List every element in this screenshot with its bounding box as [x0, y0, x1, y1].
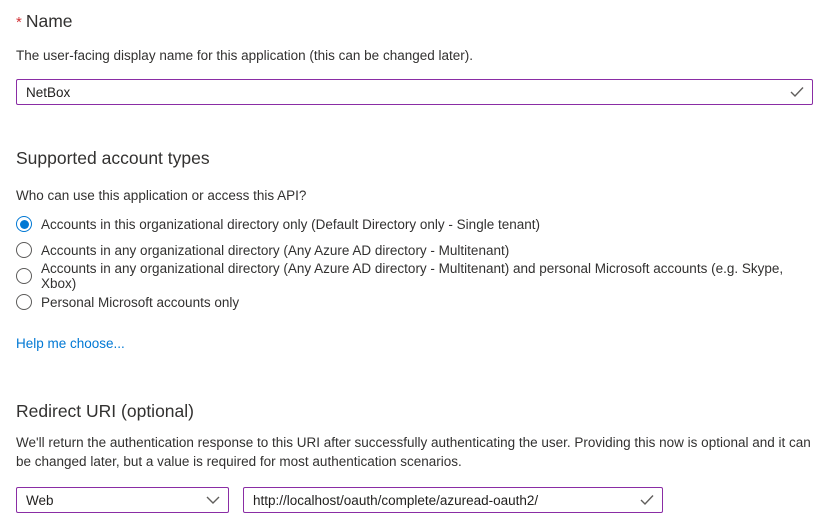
redirect-uri-input[interactable] [243, 487, 663, 513]
app-registration-form [0, 10, 829, 513]
redirect-uri-heading: Redirect URI (optional) [16, 401, 194, 421]
radio-option-single-tenant[interactable] [16, 211, 813, 237]
radio-button-icon[interactable] [16, 294, 32, 310]
supported-account-types-heading: Supported account types [16, 148, 210, 168]
account-types-radio-group [16, 211, 813, 315]
name-label: Name [25, 11, 73, 31]
redirect-uri-input-container [243, 487, 663, 513]
name-input-container [16, 79, 813, 105]
radio-button-icon[interactable] [16, 216, 32, 232]
radio-button-icon[interactable] [16, 242, 32, 258]
radio-option-label: Personal Microsoft accounts only [41, 294, 240, 310]
radio-option-personal-only[interactable] [16, 289, 813, 315]
help-me-choose-link[interactable]: Help me choose... [16, 336, 125, 351]
radio-option-label: Accounts in this organizational directory only (Default Directory only - Single tenant) [41, 216, 540, 232]
platform-select-container [16, 487, 229, 513]
name-description: The user-facing display name for this application (this can be changed later). [16, 48, 473, 63]
radio-option-multitenant-personal[interactable] [16, 263, 813, 289]
name-input[interactable] [16, 79, 813, 105]
redirect-uri-description: We'll return the authentication response to this URI after successfully authenticating the user. Providing this now is optional and it can be changed later, but a value is required for most authentication scenarios. [16, 435, 811, 469]
radio-option-label: Accounts in any organizational directory (Any Azure AD directory - Multitenant) and personal Microsoft accounts (e.g. Skype, Xbox) [41, 261, 784, 291]
required-asterisk: * [16, 14, 22, 31]
account-types-question: Who can use this application or access this API? [16, 188, 307, 203]
platform-select-value: Web [26, 492, 54, 508]
name-section-heading [16, 10, 813, 34]
redirect-uri-controls [16, 487, 813, 513]
radio-option-label: Accounts in any organizational directory (Any Azure AD directory - Multitenant) [41, 242, 510, 258]
radio-button-icon[interactable] [16, 268, 32, 284]
platform-select[interactable] [16, 487, 229, 513]
radio-option-multitenant[interactable] [16, 237, 813, 263]
